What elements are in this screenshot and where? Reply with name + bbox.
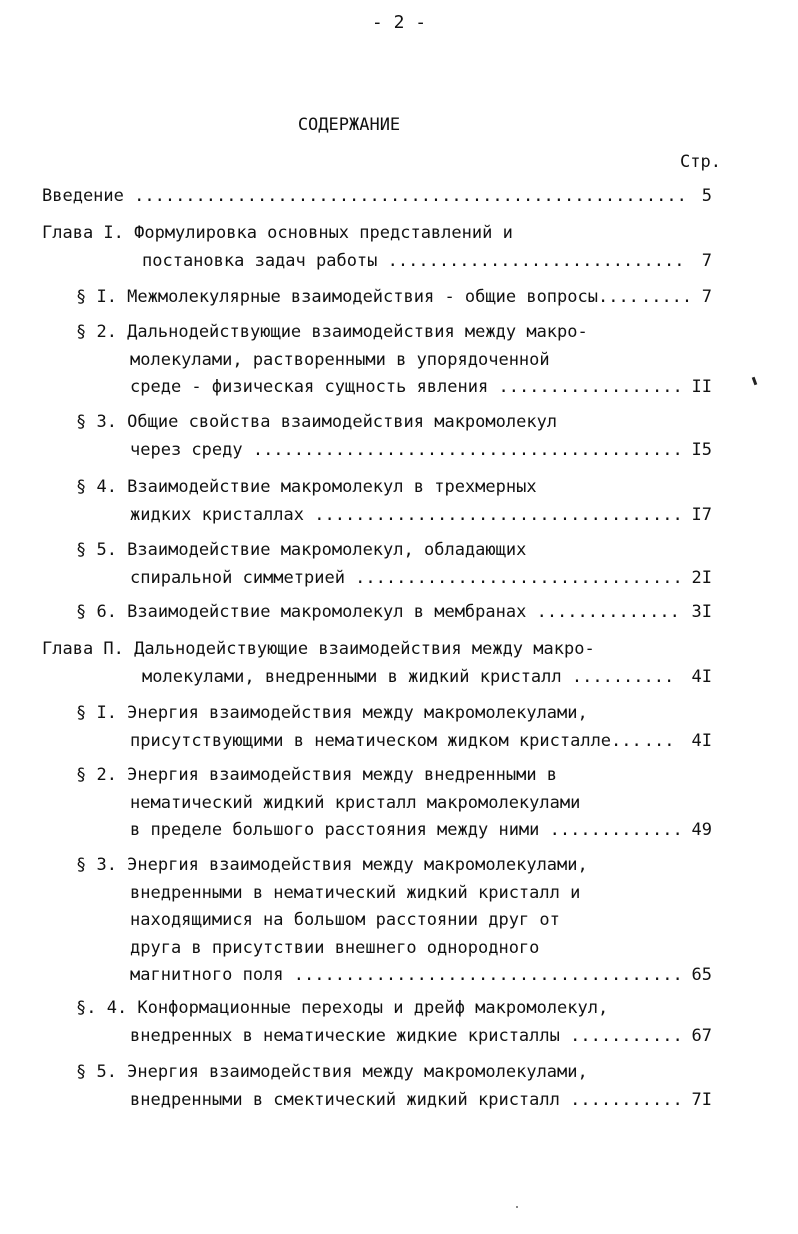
- toc-entry-title: § 5. Энергия взаимодействия между макромолекулами,: [76, 1062, 588, 1082]
- toc-entry-title: § 2. Дальнодействующие взаимодействия между макро-: [76, 322, 588, 342]
- toc-leader-dots: ..........: [571, 666, 675, 687]
- toc-entry-title: § 3. Энергия взаимодействия между макромолекулами,: [76, 855, 588, 875]
- toc-leader-dots: ....................................: [314, 504, 683, 525]
- toc-entry-continuation: нематический жидкий кристалл макромолекулами: [130, 792, 581, 813]
- toc-entry-continuation: магнитного поля: [130, 965, 284, 985]
- toc-leader-dots: .....: [640, 287, 693, 307]
- toc-leader-dots: ...: [643, 730, 675, 751]
- toc-entry-continuation: молекулами, внедренными в жидкий кристалл: [142, 666, 562, 687]
- toc-page-number: 4I: [691, 730, 712, 751]
- toc-entry-continuation: жидких кристаллах: [130, 504, 304, 525]
- page-column-label: Стр.: [680, 152, 721, 172]
- toc-entry-title: § I. Межмолекулярные взаимодействия - общие вопросы....: [76, 287, 639, 307]
- toc-leader-dots: ......................................................: [134, 186, 687, 206]
- toc-leader-dots: ......................................: [293, 965, 683, 985]
- toc-entry-title: § 3. Общие свойства взаимодействия макромолекул: [76, 412, 558, 432]
- toc-leader-dots: ..........................................: [252, 439, 683, 460]
- toc-page-number: 7: [701, 250, 712, 271]
- toc-entry-continuation: через среду: [130, 439, 243, 460]
- toc-entry-continuation: друга в присутствии внешнего однородного: [130, 937, 540, 958]
- toc-entry-title: § 6. Взаимодействие макромолекул в мембранах: [76, 602, 527, 622]
- toc-entry-title: § 5. Взаимодействие макромолекул, обладающих: [76, 540, 527, 560]
- toc-leader-dots: .............................: [387, 250, 685, 271]
- toc-page-number: II: [691, 377, 712, 397]
- toc-leader-dots: ..................: [498, 377, 683, 397]
- toc-entry-continuation: находящимися на большом расстоянии друг от: [130, 910, 560, 930]
- toc-page-number: I5: [691, 439, 712, 460]
- toc-entry-title: Глава I. Формулировка основных представлений и: [42, 223, 513, 243]
- toc-entry-continuation: внедренными в смектический жидкий кристалл: [130, 1089, 560, 1110]
- toc-leader-dots: ................................: [355, 567, 683, 588]
- toc-page-number: 7I: [691, 1089, 712, 1110]
- toc-entry-title: § 4. Взаимодействие макромолекул в трехмерных: [76, 477, 537, 497]
- toc-entry-title: § I. Энергия взаимодействия между макромолекулами,: [76, 703, 588, 723]
- toc-entry-continuation: в пределе большого расстояния между ними: [130, 820, 540, 840]
- toc-page-number: 67: [691, 1025, 712, 1046]
- toc-entry-continuation: молекулами, растворенными в упорядоченной: [130, 349, 550, 370]
- toc-entry-title: Глава П. Дальнодействующие взаимодействия между макро-: [42, 639, 595, 659]
- toc-page-number: I7: [691, 504, 712, 525]
- page-number: - 2 -: [371, 12, 427, 33]
- toc-page-number: 4I: [691, 666, 712, 687]
- page-title: СОДЕРЖАНИЕ: [297, 115, 401, 135]
- toc-page-number: 2I: [691, 567, 712, 588]
- toc-entry-continuation: внедренных в нематические жидкие кристаллы: [130, 1025, 560, 1046]
- toc-entry-continuation: среде - физическая сущность явления: [130, 377, 489, 397]
- toc-page-number: 65: [691, 965, 712, 985]
- toc-leader-dots: ...........: [570, 1025, 683, 1046]
- toc-entry-title: Введение: [42, 186, 124, 206]
- toc-page-number: 5: [701, 186, 712, 206]
- toc-entry-continuation: спиральной симметрией: [130, 567, 345, 588]
- toc-page-number: 7: [701, 287, 712, 307]
- toc-leader-dots: ...........: [570, 1089, 683, 1110]
- toc-entry-continuation: постановка задач работы: [142, 250, 378, 271]
- toc-page-number: 3I: [691, 602, 712, 622]
- scan-mark: [752, 377, 758, 386]
- scan-speck: [516, 1206, 518, 1208]
- toc-leader-dots: ..............: [536, 602, 680, 622]
- toc-entry-continuation: внедренными в нематический жидкий кристалл и: [130, 882, 581, 903]
- toc-leader-dots: .............: [549, 820, 683, 840]
- toc-entry-title: § 2. Энергия взаимодействия между внедренными в: [76, 765, 558, 785]
- toc-entry-title: §. 4. Конформационные переходы и дрейф макромолекул,: [76, 998, 609, 1018]
- toc-page-number: 49: [691, 820, 712, 840]
- toc-entry-continuation: присутствующими в нематическом жидком кристалле...: [130, 730, 642, 751]
